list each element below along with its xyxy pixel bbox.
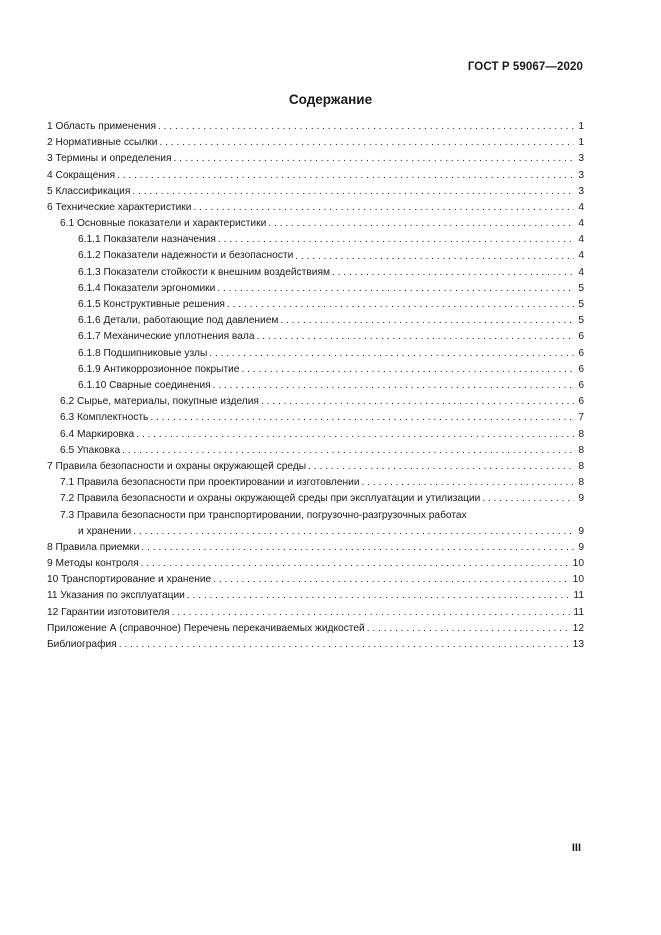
toc-entry-title: 1 Область применения [47, 120, 156, 132]
toc-entry[interactable] [47, 329, 584, 345]
toc-entry-title: 6.1.8 Подшипниковые узлы [78, 347, 208, 359]
toc-entry-page: 4 [578, 234, 584, 246]
toc-entry-title: 7.3 Правила безопасности при транспортировании, погрузочно-разгрузочных работах [60, 509, 467, 521]
toc-dot-leader [209, 346, 574, 362]
toc-entry-line [47, 508, 584, 524]
toc-dot-leader [227, 297, 574, 313]
toc-entry[interactable] [47, 491, 584, 507]
toc-entry-page: 8 [578, 460, 584, 472]
toc-entry-page: 1 [578, 120, 584, 132]
toc-entry-title: 2 Нормативные ссылки [47, 137, 158, 149]
toc-entry[interactable] [47, 540, 584, 556]
toc-entry-title: 6.1.2 Показатели надежности и безопасности [78, 250, 294, 262]
toc-dot-leader [119, 637, 571, 653]
toc-entry[interactable] [47, 168, 584, 184]
toc-entry[interactable] [47, 443, 584, 459]
toc-dot-leader [150, 410, 574, 426]
toc-entry-page: 9 [578, 493, 584, 505]
toc-entry[interactable] [47, 508, 584, 540]
toc-entry-title: 12 Гарантии изготовителя [47, 606, 170, 618]
toc-entry-page: 10 [572, 558, 584, 570]
toc-entry-title: 7.2 Правила безопасности и охраны окружающей среды при эксплуатации и утилизации [60, 493, 481, 505]
toc-entry-title: 10 Транспортирование и хранение [47, 574, 212, 586]
toc-dot-leader [141, 556, 571, 572]
toc-entry[interactable] [47, 249, 584, 265]
toc-entry[interactable] [47, 281, 584, 297]
toc-entry-page: 4 [578, 250, 584, 262]
toc-entry-title: Приложение А (справочное) Перечень перекачиваемых жидкостей [47, 622, 365, 634]
toc-entry[interactable] [47, 378, 584, 394]
toc-entry-page: 5 [578, 315, 584, 327]
toc-entry[interactable] [47, 216, 584, 232]
toc-dot-leader [218, 232, 574, 248]
toc-dot-leader [173, 151, 574, 167]
toc-entry[interactable] [47, 151, 584, 167]
toc-dot-leader [132, 184, 574, 200]
toc-dot-leader [280, 313, 574, 329]
toc-dot-leader [268, 216, 574, 232]
toc-entry-page: 10 [572, 574, 584, 586]
toc-entry-page: 9 [578, 541, 584, 553]
toc-entry-title: 8 Правила приемки [47, 541, 140, 553]
toc-entry-page: 12 [572, 622, 584, 634]
toc-entry-title: 6.1.9 Антикоррозионное покрытие [78, 363, 240, 375]
toc-entry[interactable] [47, 556, 584, 572]
toc-entry[interactable] [47, 427, 584, 443]
toc-entry-title: 6.2 Сырье, материалы, покупные изделия [60, 396, 259, 408]
toc-entry[interactable] [47, 297, 584, 313]
toc-entry[interactable] [47, 475, 584, 491]
toc-entry-page: 11 [573, 606, 584, 618]
toc-entry-page: 11 [573, 590, 584, 602]
toc-entry-title: 6.1 Основные показатели и характеристики [60, 218, 267, 230]
toc-dot-leader [193, 200, 574, 216]
toc-entry-page: 8 [578, 477, 584, 489]
toc-entry-title: 6.1.10 Сварные соединения [78, 379, 211, 391]
toc-entry[interactable] [47, 588, 584, 604]
toc-entry-title: 9 Методы контроля [47, 558, 139, 570]
toc-entry-title: 4 Сокращения [47, 169, 116, 181]
toc-entry-page: 1 [578, 137, 584, 149]
toc-entry[interactable] [47, 232, 584, 248]
toc-entry-title: 6.1.7 Механические уплотнения вала [78, 331, 255, 343]
toc-entry-page: 5 [578, 282, 584, 294]
toc-entry-page: 8 [578, 444, 584, 456]
toc-entry-title: 5 Классификация [47, 185, 131, 197]
toc-entry-title: 6.1.1 Показатели назначения [78, 234, 216, 246]
toc-entry-title: 6.1.3 Показатели стойкости к внешним воздействиям [78, 266, 330, 278]
toc-entry[interactable] [47, 410, 584, 426]
toc-entry-page: 4 [578, 218, 584, 230]
toc-entry-page: 8 [578, 428, 584, 440]
toc-dot-leader [158, 119, 574, 135]
toc-entry[interactable] [47, 572, 584, 588]
toc-entry[interactable] [47, 200, 584, 216]
toc-entry[interactable] [47, 135, 584, 151]
toc-dot-leader [295, 249, 574, 265]
toc-entry-title: 7.1 Правила безопасности при проектировании и изготовлении [60, 477, 360, 489]
toc-entry-line [47, 524, 584, 540]
toc-entry-title: 6 Технические характеристики [47, 201, 192, 213]
toc-dot-leader [213, 378, 574, 394]
toc-entry-title: 6.1.4 Показатели эргономики [78, 282, 216, 294]
toc-dot-leader [261, 394, 574, 410]
toc-entry-title: 3 Термины и определения [47, 153, 172, 165]
toc-entry-title: 6.3 Комплектность [60, 412, 149, 424]
toc-dot-leader [117, 168, 574, 184]
toc-dot-leader [241, 362, 574, 378]
toc-dot-leader [367, 621, 571, 637]
toc-dot-leader [362, 475, 574, 491]
toc-dot-leader [482, 491, 574, 507]
toc-entry-title: 6.1.6 Детали, работающие под давлением [78, 315, 279, 327]
toc-dot-leader [159, 135, 574, 151]
toc-entry-page: 3 [578, 153, 584, 165]
toc-dot-leader [217, 281, 574, 297]
toc-entry-page: 3 [578, 185, 584, 197]
page-number: III [571, 842, 581, 854]
toc-entry-title: 11 Указания по эксплуатации [47, 590, 185, 602]
toc-entry[interactable] [47, 394, 584, 410]
toc-entry[interactable] [47, 459, 584, 475]
toc-entry[interactable] [47, 346, 584, 362]
toc-entry[interactable] [47, 605, 584, 621]
toc-entry-page: 6 [578, 396, 584, 408]
toc-dot-leader [172, 605, 572, 621]
toc-entry[interactable] [47, 621, 584, 637]
toc-entry[interactable] [47, 265, 584, 281]
toc-dot-leader [141, 540, 574, 556]
toc-entry-title: и хранении [78, 525, 132, 537]
toc-entry-page: 4 [578, 266, 584, 278]
toc-entry[interactable] [47, 362, 584, 378]
toc-entry-title: Библиография [47, 638, 117, 650]
toc-entry-page: 4 [578, 201, 584, 213]
toc-entry-page: 7 [578, 412, 584, 424]
toc-entry-page: 6 [578, 363, 584, 375]
toc-dot-leader [308, 459, 574, 475]
toc-entry-page: 9 [578, 525, 584, 537]
toc-entry-title: 6.4 Маркировка [60, 428, 135, 440]
toc-dot-leader [133, 524, 574, 540]
toc-entry-page: 6 [578, 347, 584, 359]
toc-entry-title: 7 Правила безопасности и охраны окружающей среды [47, 460, 307, 472]
table-of-contents [47, 119, 584, 653]
toc-dot-leader [187, 588, 572, 604]
toc-entry[interactable] [47, 119, 584, 135]
toc-title: Содержание [288, 92, 373, 107]
toc-dot-leader [332, 265, 574, 281]
toc-entry-page: 13 [572, 638, 584, 650]
toc-entry[interactable] [47, 313, 584, 329]
toc-entry-page: 6 [578, 379, 584, 391]
toc-entry[interactable] [47, 184, 584, 200]
document-code-header: ГОСТ Р 59067—2020 [467, 61, 583, 73]
toc-dot-leader [136, 427, 574, 443]
toc-entry-title: 6.5 Упаковка [60, 444, 121, 456]
toc-entry[interactable] [47, 637, 584, 653]
toc-entry-page: 3 [578, 169, 584, 181]
toc-dot-leader [257, 329, 574, 345]
toc-entry-title: 6.1.5 Конструктивные решения [78, 299, 225, 311]
toc-entry-page: 5 [578, 299, 584, 311]
toc-dot-leader [213, 572, 570, 588]
toc-entry-page: 6 [578, 331, 584, 343]
toc-dot-leader [122, 443, 574, 459]
